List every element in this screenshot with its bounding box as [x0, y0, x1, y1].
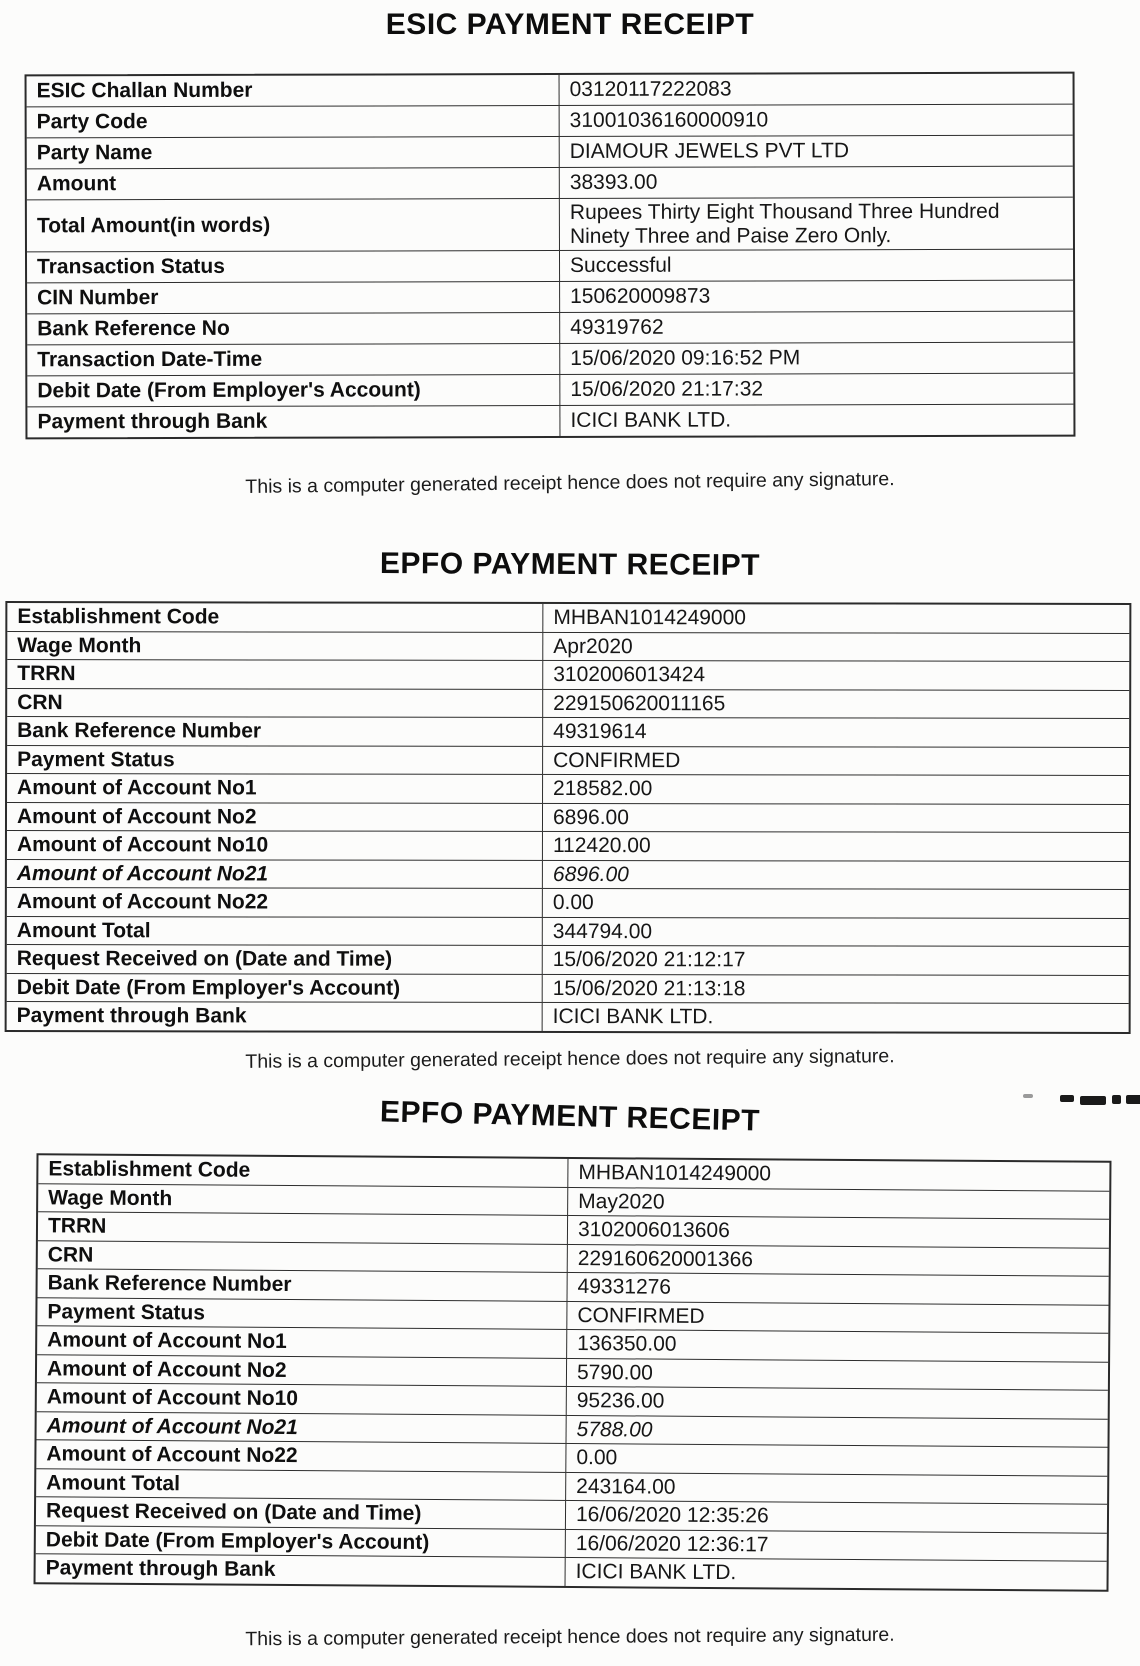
row-value: 136350.00 — [577, 1332, 677, 1356]
epfo-apr-receipt-title: EPFO PAYMENT RECEIPT — [379, 547, 761, 582]
table-row — [27, 136, 1073, 170]
row-value: 3102006013606 — [577, 1218, 730, 1243]
row-value: 243164.00 — [576, 1474, 676, 1499]
table-row — [7, 831, 1129, 861]
table-row — [7, 717, 1129, 747]
row-value: CONFIRMED — [553, 748, 681, 772]
epfo-apr-receipt-table — [5, 601, 1132, 1034]
esic-receipt-title: ESIC PAYMENT RECEIPT — [385, 8, 755, 41]
computer-generated-note: This is a computer generated receipt hence does not require any signature. — [245, 1045, 895, 1073]
row-value: 49331276 — [577, 1275, 672, 1299]
row-label: Payment through Bank — [27, 406, 560, 437]
row-value: 38393.00 — [569, 170, 658, 195]
row-label: Debit Date (From Employer's Account) — [27, 375, 560, 406]
row-label: Amount of Account No1 — [37, 1326, 567, 1357]
table-row — [27, 281, 1073, 315]
table-row — [7, 746, 1129, 776]
row-label: TRRN — [7, 660, 543, 688]
table-row — [27, 74, 1073, 108]
row-label: TRRN — [38, 1212, 568, 1243]
table-row — [7, 632, 1129, 662]
table-row — [27, 198, 1073, 253]
row-label: Establishment Code — [7, 603, 543, 631]
row-value: ICICI BANK LTD. — [552, 1005, 714, 1029]
row-value: 150620009873 — [570, 284, 711, 309]
esic-receipt-table — [25, 72, 1076, 440]
row-value: 49319614 — [553, 720, 647, 744]
row-label: Establishment Code — [38, 1155, 568, 1186]
row-label: Amount of Account No2 — [37, 1355, 567, 1386]
row-label: Party Code — [27, 106, 560, 137]
row-value: 16/06/2020 12:35:26 — [575, 1503, 769, 1528]
epfo-may-receipt-table — [34, 1153, 1112, 1591]
table-row — [7, 917, 1129, 947]
table-row — [7, 774, 1129, 804]
row-value: 0.00 — [576, 1446, 618, 1470]
table-row — [7, 660, 1129, 690]
scan-ink-artifact — [1010, 1090, 1140, 1108]
row-value: 5788.00 — [576, 1417, 653, 1442]
row-label: Amount of Account No21 — [7, 860, 543, 888]
table-row — [27, 405, 1073, 438]
row-label: Wage Month — [7, 632, 543, 660]
row-value: 344794.00 — [552, 919, 653, 943]
row-value: ICICI BANK LTD. — [575, 1560, 737, 1585]
row-value: 229160620001366 — [577, 1246, 754, 1271]
row-label: Amount of Account No10 — [7, 831, 543, 859]
row-label: CRN — [7, 689, 543, 717]
row-value: 6896.00 — [552, 862, 629, 886]
table-row — [27, 250, 1073, 284]
table-row — [27, 374, 1073, 408]
row-label: Payment Status — [7, 746, 543, 774]
row-value: CONFIRMED — [577, 1303, 705, 1328]
row-value: May2020 — [578, 1189, 665, 1214]
table-row — [27, 343, 1073, 377]
row-label: Wage Month — [38, 1184, 568, 1215]
row-value: 15/06/2020 21:17:32 — [570, 377, 764, 402]
row-label: Bank Reference Number — [7, 717, 543, 745]
computer-generated-note: This is a computer generated receipt hence does not require any signature. — [245, 1623, 895, 1651]
row-value: 112420.00 — [552, 834, 651, 858]
row-label: Amount Total — [7, 917, 543, 945]
row-value: DIAMOUR JEWELS PVT LTD — [569, 139, 850, 164]
row-label: Amount of Account No21 — [37, 1412, 567, 1443]
row-value: MHBAN1014249000 — [578, 1161, 772, 1186]
row-value: 15/06/2020 21:13:18 — [552, 976, 746, 1001]
row-label: Bank Reference Number — [38, 1269, 568, 1300]
row-label: CRN — [38, 1241, 568, 1272]
table-row — [7, 974, 1129, 1004]
table-row — [7, 1002, 1129, 1031]
row-label: Amount of Account No22 — [7, 888, 543, 916]
row-label: Transaction Date-Time — [27, 344, 560, 375]
row-value: ICICI BANK LTD. — [570, 408, 732, 433]
row-value: 5790.00 — [576, 1360, 654, 1385]
table-row — [7, 689, 1129, 719]
row-label: Amount Total — [36, 1469, 566, 1500]
row-value: 15/06/2020 21:12:17 — [552, 948, 746, 972]
row-value: Rupees Thirty Eight Thousand Three Hundred Ninety Three and Paise Zero Only. — [569, 199, 1000, 248]
row-value: 6896.00 — [552, 805, 629, 829]
row-label: Amount of Account No1 — [7, 774, 543, 802]
table-row — [7, 603, 1129, 633]
row-label: Transaction Status — [27, 251, 560, 282]
row-label: Debit Date (From Employer's Account) — [7, 974, 543, 1002]
table-row — [7, 888, 1129, 918]
row-label: ESIC Challan Number — [27, 75, 560, 106]
row-label: CIN Number — [27, 282, 560, 313]
row-label: Party Name — [27, 137, 560, 168]
row-label: Payment through Bank — [7, 1002, 543, 1030]
row-value: 03120117222083 — [569, 77, 732, 102]
row-label: Request Received on (Date and Time) — [7, 945, 543, 973]
row-value: 229150620011165 — [553, 691, 726, 715]
row-value: 218582.00 — [553, 777, 653, 801]
row-label: Request Received on (Date and Time) — [36, 1497, 566, 1528]
table-row — [27, 312, 1073, 346]
table-row — [7, 803, 1129, 833]
row-label: Amount — [27, 168, 560, 199]
row-label: Amount of Account No2 — [7, 803, 543, 831]
row-value: Successful — [569, 253, 672, 278]
table-row — [7, 945, 1129, 975]
table-row — [7, 860, 1129, 890]
row-value: 49319762 — [570, 315, 664, 340]
row-label: Debit Date (From Employer's Account) — [36, 1526, 566, 1557]
row-value: 15/06/2020 09:16:52 PM — [570, 346, 801, 371]
row-label: Bank Reference No — [27, 313, 560, 344]
row-value: Apr2020 — [553, 634, 633, 658]
row-label: Payment Status — [37, 1298, 567, 1329]
computer-generated-note: This is a computer generated receipt hence does not require any signature. — [245, 468, 895, 498]
row-label: Amount of Account No10 — [37, 1383, 567, 1414]
row-label: Total Amount(in words) — [27, 199, 560, 251]
row-value: MHBAN1014249000 — [553, 605, 747, 630]
row-value: 3102006013424 — [553, 663, 706, 687]
row-value: 95236.00 — [576, 1389, 665, 1413]
row-value: 31001036160000910 — [569, 108, 769, 133]
row-value: 0.00 — [552, 891, 594, 915]
epfo-may-receipt-title: EPFO PAYMENT RECEIPT — [379, 1095, 761, 1138]
table-row — [27, 167, 1073, 201]
row-label: Amount of Account No22 — [36, 1440, 566, 1471]
table-row — [27, 105, 1073, 139]
row-value: 16/06/2020 12:36:17 — [575, 1531, 769, 1557]
row-label: Payment through Bank — [36, 1554, 566, 1585]
